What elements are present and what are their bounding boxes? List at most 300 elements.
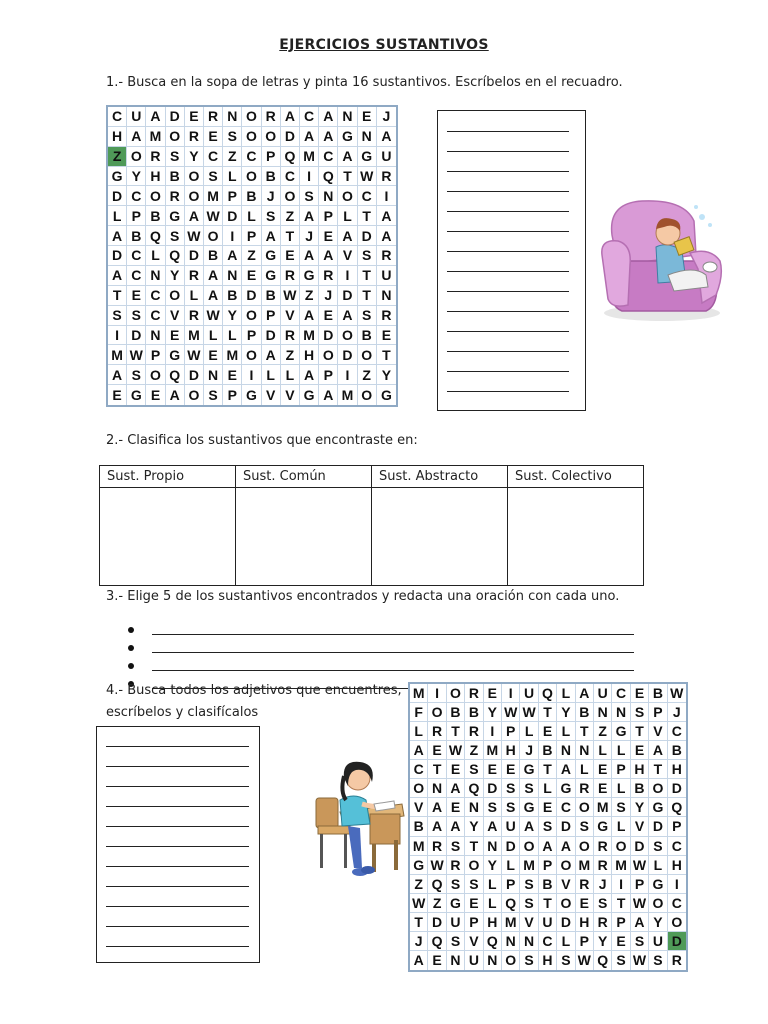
grid-letter[interactable]: P xyxy=(262,306,281,326)
grid-letter[interactable]: H xyxy=(631,760,649,779)
grid-letter[interactable]: W xyxy=(447,741,465,760)
grid-letter[interactable]: G xyxy=(166,206,185,226)
grid-letter[interactable]: N xyxy=(146,326,165,346)
grid-letter[interactable]: U xyxy=(539,913,557,932)
grid-letter[interactable]: G xyxy=(447,894,465,913)
grid-letter[interactable]: D xyxy=(108,246,127,266)
answer-line[interactable] xyxy=(106,946,249,947)
grid-letter[interactable]: A xyxy=(108,365,127,385)
grid-letter[interactable]: T xyxy=(428,760,446,779)
grid-letter[interactable]: L xyxy=(612,817,630,836)
grid-letter[interactable]: S xyxy=(108,306,127,326)
grid-letter[interactable]: Y xyxy=(223,306,242,326)
grid-letter[interactable]: O xyxy=(262,127,281,147)
grid-letter[interactable]: G xyxy=(166,345,185,365)
grid-letter[interactable]: S xyxy=(127,365,146,385)
answer-line[interactable] xyxy=(447,351,569,352)
grid-letter[interactable]: L xyxy=(539,779,557,798)
grid-letter[interactable]: A xyxy=(447,779,465,798)
grid-letter[interactable]: D xyxy=(631,837,649,856)
grid-letter[interactable]: A xyxy=(338,226,357,246)
answer-cell-colectivo[interactable] xyxy=(508,488,644,586)
grid-letter[interactable]: L xyxy=(520,722,538,741)
grid-letter[interactable]: U xyxy=(447,913,465,932)
grid-letter[interactable]: P xyxy=(242,326,261,346)
grid-letter[interactable]: T xyxy=(539,894,557,913)
grid-letter[interactable]: J xyxy=(319,286,338,306)
grid-letter[interactable]: M xyxy=(410,837,428,856)
grid-letter[interactable]: N xyxy=(319,186,338,206)
grid-letter[interactable]: G xyxy=(262,266,281,286)
grid-letter[interactable]: Y xyxy=(127,167,146,187)
grid-letter[interactable]: E xyxy=(631,684,649,703)
grid-letter[interactable]: S xyxy=(358,306,377,326)
grid-letter[interactable]: C xyxy=(668,722,686,741)
grid-letter[interactable]: S xyxy=(204,167,223,187)
answer-line[interactable] xyxy=(106,786,249,787)
grid-letter[interactable]: N xyxy=(576,741,594,760)
grid-letter[interactable]: I xyxy=(338,266,357,286)
grid-letter[interactable]: I xyxy=(108,326,127,346)
grid-letter[interactable]: A xyxy=(127,127,146,147)
grid-letter[interactable]: R xyxy=(377,246,396,266)
grid-letter[interactable]: C xyxy=(127,246,146,266)
grid-letter[interactable]: V xyxy=(557,875,575,894)
grid-letter[interactable]: T xyxy=(358,286,377,306)
grid-letter[interactable]: B xyxy=(539,741,557,760)
grid-letter[interactable]: H xyxy=(539,951,557,970)
word-search-grid-adjectives[interactable] xyxy=(408,682,688,972)
grid-letter[interactable]: C xyxy=(557,798,575,817)
grid-letter[interactable]: R xyxy=(204,107,223,127)
grid-letter[interactable]: L xyxy=(612,779,630,798)
grid-letter[interactable]: E xyxy=(612,932,630,951)
grid-letter[interactable]: S xyxy=(594,894,612,913)
grid-letter[interactable]: D xyxy=(319,326,338,346)
grid-letter[interactable]: Y xyxy=(631,798,649,817)
grid-letter[interactable]: B xyxy=(223,286,242,306)
grid-letter[interactable]: S xyxy=(484,798,502,817)
grid-letter[interactable]: E xyxy=(377,326,396,346)
grid-letter[interactable]: A xyxy=(576,684,594,703)
grid-letter[interactable]: M xyxy=(612,856,630,875)
grid-letter[interactable]: S xyxy=(502,798,520,817)
answer-cell-propio[interactable] xyxy=(100,488,236,586)
grid-letter[interactable]: S xyxy=(447,932,465,951)
grid-letter[interactable]: M xyxy=(502,913,520,932)
grid-letter[interactable]: I xyxy=(300,167,319,187)
answer-line[interactable] xyxy=(447,131,569,132)
grid-letter[interactable]: Q xyxy=(502,894,520,913)
grid-letter[interactable]: E xyxy=(281,246,300,266)
grid-letter[interactable]: U xyxy=(520,684,538,703)
grid-letter[interactable]: G xyxy=(649,798,667,817)
grid-letter[interactable]: L xyxy=(557,722,575,741)
grid-letter[interactable]: W xyxy=(358,167,377,187)
answer-line[interactable] xyxy=(106,886,249,887)
grid-letter[interactable]: R xyxy=(447,856,465,875)
grid-letter[interactable]: Z xyxy=(300,286,319,306)
grid-letter[interactable]: O xyxy=(649,779,667,798)
grid-letter[interactable]: H xyxy=(668,760,686,779)
grid-letter[interactable]: L xyxy=(502,856,520,875)
grid-letter[interactable]: Z xyxy=(223,147,242,167)
grid-letter[interactable]: O xyxy=(204,226,223,246)
grid-letter[interactable]: S xyxy=(447,837,465,856)
grid-letter[interactable]: M xyxy=(300,326,319,346)
grid-letter[interactable]: P xyxy=(668,817,686,836)
grid-letter[interactable]: J xyxy=(377,107,396,127)
grid-letter[interactable]: W xyxy=(502,703,520,722)
grid-letter[interactable]: O xyxy=(185,167,204,187)
grid-letter[interactable]: V xyxy=(520,913,538,932)
grid-letter[interactable]: D xyxy=(166,107,185,127)
grid-letter[interactable]: H xyxy=(484,913,502,932)
grid-letter[interactable]: J xyxy=(520,741,538,760)
grid-letter[interactable]: W xyxy=(410,894,428,913)
answer-line[interactable] xyxy=(106,826,249,827)
grid-letter[interactable]: I xyxy=(377,186,396,206)
grid-letter[interactable]: A xyxy=(410,741,428,760)
grid-letter[interactable]: B xyxy=(668,741,686,760)
grid-letter[interactable]: S xyxy=(612,798,630,817)
answer-line[interactable] xyxy=(447,371,569,372)
grid-letter[interactable]: I xyxy=(612,875,630,894)
grid-letter[interactable]: E xyxy=(465,894,483,913)
grid-letter[interactable]: V xyxy=(281,385,300,405)
grid-letter[interactable]: O xyxy=(185,186,204,206)
grid-letter[interactable]: I xyxy=(242,365,261,385)
grid-letter[interactable]: N xyxy=(447,951,465,970)
grid-letter[interactable]: T xyxy=(410,913,428,932)
grid-letter[interactable]: D xyxy=(428,913,446,932)
grid-letter[interactable]: T xyxy=(447,722,465,741)
grid-letter[interactable]: N xyxy=(223,266,242,286)
grid-letter[interactable]: C xyxy=(108,107,127,127)
grid-letter[interactable]: N xyxy=(502,932,520,951)
grid-letter[interactable]: A xyxy=(204,266,223,286)
answer-line[interactable] xyxy=(106,746,249,747)
grid-letter[interactable]: N xyxy=(358,127,377,147)
grid-letter[interactable]: W xyxy=(185,226,204,246)
grid-letter[interactable]: M xyxy=(108,345,127,365)
grid-letter[interactable]: O xyxy=(242,345,261,365)
grid-letter[interactable]: O xyxy=(358,345,377,365)
grid-letter[interactable]: N xyxy=(377,286,396,306)
grid-letter[interactable]: G xyxy=(612,722,630,741)
grid-letter[interactable]: S xyxy=(576,817,594,836)
grid-letter[interactable]: G xyxy=(557,779,575,798)
grid-letter[interactable]: B xyxy=(127,226,146,246)
grid-letter[interactable]: Q xyxy=(319,167,338,187)
grid-letter[interactable]: S xyxy=(502,779,520,798)
grid-letter[interactable]: S xyxy=(649,951,667,970)
grid-letter[interactable]: Q xyxy=(465,779,483,798)
grid-letter[interactable]: N xyxy=(484,951,502,970)
grid-letter[interactable]: H xyxy=(502,741,520,760)
grid-letter[interactable]: D xyxy=(668,779,686,798)
grid-letter[interactable]: T xyxy=(576,722,594,741)
grid-letter[interactable]: C xyxy=(410,760,428,779)
grid-letter[interactable]: Z xyxy=(281,206,300,226)
grid-letter[interactable]: Z xyxy=(108,147,127,167)
grid-letter[interactable]: L xyxy=(612,741,630,760)
grid-letter[interactable]: O xyxy=(465,856,483,875)
grid-letter[interactable]: S xyxy=(358,246,377,266)
grid-letter[interactable]: W xyxy=(204,306,223,326)
grid-letter[interactable]: H xyxy=(108,127,127,147)
grid-letter[interactable]: A xyxy=(319,127,338,147)
grid-letter[interactable]: R xyxy=(185,127,204,147)
grid-letter[interactable]: O xyxy=(668,913,686,932)
grid-letter[interactable]: L xyxy=(108,206,127,226)
grid-letter[interactable]: A xyxy=(319,385,338,405)
grid-letter[interactable]: N xyxy=(223,107,242,127)
grid-letter[interactable]: O xyxy=(127,147,146,167)
grid-letter[interactable]: A xyxy=(108,266,127,286)
grid-letter[interactable]: S xyxy=(631,932,649,951)
grid-letter[interactable]: A xyxy=(410,951,428,970)
answer-line[interactable] xyxy=(106,806,249,807)
grid-letter[interactable]: T xyxy=(539,703,557,722)
answer-line[interactable] xyxy=(447,171,569,172)
grid-letter[interactable]: C xyxy=(358,186,377,206)
grid-letter[interactable]: T xyxy=(612,894,630,913)
grid-letter[interactable]: C xyxy=(127,266,146,286)
grid-letter[interactable]: A xyxy=(300,306,319,326)
grid-letter[interactable]: N xyxy=(612,703,630,722)
grid-letter[interactable]: Y xyxy=(484,856,502,875)
grid-letter[interactable]: E xyxy=(204,127,223,147)
grid-letter[interactable]: D xyxy=(185,365,204,385)
grid-letter[interactable]: D xyxy=(338,345,357,365)
grid-letter[interactable]: M xyxy=(185,326,204,346)
grid-letter[interactable]: Q xyxy=(668,798,686,817)
grid-letter[interactable]: P xyxy=(612,760,630,779)
grid-letter[interactable]: P xyxy=(576,932,594,951)
grid-letter[interactable]: B xyxy=(576,703,594,722)
word-search-grid-nouns[interactable] xyxy=(106,105,398,407)
grid-letter[interactable]: A xyxy=(377,226,396,246)
grid-letter[interactable]: W xyxy=(520,703,538,722)
grid-letter[interactable]: N xyxy=(520,932,538,951)
grid-letter[interactable]: S xyxy=(300,186,319,206)
grid-letter[interactable]: G xyxy=(300,385,319,405)
grid-letter[interactable]: R xyxy=(146,147,165,167)
grid-letter[interactable]: E xyxy=(223,365,242,385)
grid-letter[interactable]: A xyxy=(520,817,538,836)
grid-letter[interactable]: E xyxy=(484,760,502,779)
grid-letter[interactable]: G xyxy=(242,385,261,405)
grid-letter[interactable]: S xyxy=(166,226,185,246)
grid-letter[interactable]: S xyxy=(520,894,538,913)
grid-letter[interactable]: R xyxy=(319,266,338,286)
grid-letter[interactable]: A xyxy=(204,286,223,306)
grid-letter[interactable]: P xyxy=(319,365,338,385)
grid-letter[interactable]: S xyxy=(204,385,223,405)
grid-letter[interactable]: Q xyxy=(281,147,300,167)
grid-letter[interactable]: B xyxy=(242,186,261,206)
grid-letter[interactable]: D xyxy=(242,286,261,306)
grid-letter[interactable]: O xyxy=(166,286,185,306)
grid-letter[interactable]: E xyxy=(166,326,185,346)
grid-letter[interactable]: E xyxy=(428,741,446,760)
grid-letter[interactable]: E xyxy=(185,107,204,127)
answer-line[interactable] xyxy=(106,866,249,867)
grid-letter[interactable]: A xyxy=(185,206,204,226)
answer-line[interactable] xyxy=(447,151,569,152)
grid-letter[interactable]: Z xyxy=(242,246,261,266)
grid-letter[interactable]: S xyxy=(539,817,557,836)
grid-letter[interactable]: W xyxy=(631,894,649,913)
grid-letter[interactable]: R xyxy=(428,837,446,856)
grid-letter[interactable]: L xyxy=(262,365,281,385)
grid-letter[interactable]: W xyxy=(576,951,594,970)
grid-letter[interactable]: T xyxy=(338,167,357,187)
grid-letter[interactable]: N xyxy=(428,779,446,798)
grid-letter[interactable]: A xyxy=(300,127,319,147)
grid-letter[interactable]: R xyxy=(576,875,594,894)
grid-letter[interactable]: T xyxy=(465,837,483,856)
grid-letter[interactable]: A xyxy=(223,246,242,266)
grid-letter[interactable]: A xyxy=(484,817,502,836)
grid-letter[interactable]: P xyxy=(262,147,281,167)
grid-letter[interactable]: N xyxy=(204,365,223,385)
grid-letter[interactable]: R xyxy=(594,913,612,932)
grid-letter[interactable]: J xyxy=(300,226,319,246)
grid-letter[interactable]: V xyxy=(649,722,667,741)
grid-letter[interactable]: C xyxy=(281,167,300,187)
grid-letter[interactable]: E xyxy=(319,226,338,246)
grid-letter[interactable]: G xyxy=(410,856,428,875)
grid-letter[interactable]: U xyxy=(377,266,396,286)
grid-letter[interactable]: I xyxy=(668,875,686,894)
grid-letter[interactable]: H xyxy=(146,167,165,187)
answer-line[interactable] xyxy=(447,311,569,312)
grid-letter[interactable]: G xyxy=(127,385,146,405)
grid-letter[interactable]: S xyxy=(447,875,465,894)
grid-letter[interactable]: D xyxy=(108,186,127,206)
grid-letter[interactable]: O xyxy=(146,186,165,206)
grid-letter[interactable]: S xyxy=(223,127,242,147)
grid-letter[interactable]: V xyxy=(262,385,281,405)
grid-letter[interactable]: T xyxy=(358,266,377,286)
answer-line[interactable] xyxy=(447,251,569,252)
grid-letter[interactable]: A xyxy=(300,365,319,385)
grid-letter[interactable]: A xyxy=(319,246,338,266)
grid-letter[interactable]: U xyxy=(594,684,612,703)
grid-letter[interactable]: L xyxy=(242,206,261,226)
grid-letter[interactable]: O xyxy=(520,837,538,856)
grid-letter[interactable]: E xyxy=(146,385,165,405)
grid-letter[interactable]: B xyxy=(262,167,281,187)
grid-letter[interactable]: B xyxy=(410,817,428,836)
grid-letter[interactable]: E xyxy=(484,684,502,703)
grid-letter[interactable]: G xyxy=(520,798,538,817)
grid-letter[interactable]: D xyxy=(127,326,146,346)
grid-letter[interactable]: I xyxy=(428,684,446,703)
grid-letter[interactable]: A xyxy=(377,127,396,147)
grid-letter[interactable]: V xyxy=(465,932,483,951)
grid-letter[interactable]: A xyxy=(300,246,319,266)
grid-letter[interactable]: T xyxy=(358,206,377,226)
grid-letter[interactable]: T xyxy=(281,226,300,246)
grid-letter[interactable]: I xyxy=(502,684,520,703)
grid-letter[interactable]: C xyxy=(668,894,686,913)
grid-letter[interactable]: E xyxy=(447,760,465,779)
grid-letter[interactable]: M xyxy=(146,127,165,147)
grid-letter[interactable]: A xyxy=(649,741,667,760)
grid-letter[interactable]: C xyxy=(242,147,261,167)
grid-letter[interactable]: M xyxy=(520,856,538,875)
grid-letter[interactable]: U xyxy=(649,932,667,951)
grid-letter[interactable]: W xyxy=(281,286,300,306)
grid-letter[interactable]: O xyxy=(185,385,204,405)
grid-letter[interactable]: G xyxy=(338,127,357,147)
grid-letter[interactable]: M xyxy=(300,147,319,167)
grid-letter[interactable]: M xyxy=(576,856,594,875)
answer-line[interactable] xyxy=(106,846,249,847)
grid-letter[interactable]: A xyxy=(146,107,165,127)
grid-letter[interactable]: G xyxy=(300,266,319,286)
grid-letter[interactable]: Z xyxy=(358,365,377,385)
grid-letter[interactable]: D xyxy=(484,779,502,798)
grid-letter[interactable]: Y xyxy=(166,266,185,286)
grid-letter[interactable]: S xyxy=(612,951,630,970)
grid-letter[interactable]: N xyxy=(146,266,165,286)
grid-letter[interactable]: P xyxy=(539,856,557,875)
grid-letter[interactable]: L xyxy=(146,246,165,266)
grid-letter[interactable]: O xyxy=(166,127,185,147)
grid-letter[interactable]: A xyxy=(557,837,575,856)
grid-letter[interactable]: D xyxy=(338,286,357,306)
grid-letter[interactable]: Z xyxy=(410,875,428,894)
grid-letter[interactable]: S xyxy=(127,306,146,326)
grid-letter[interactable]: O xyxy=(447,684,465,703)
grid-letter[interactable]: J xyxy=(668,703,686,722)
grid-letter[interactable]: O xyxy=(358,385,377,405)
grid-letter[interactable]: Z xyxy=(594,722,612,741)
grid-letter[interactable]: N xyxy=(484,837,502,856)
grid-letter[interactable]: G xyxy=(380,387,392,404)
grid-letter[interactable]: A xyxy=(447,817,465,836)
grid-letter[interactable]: O xyxy=(612,837,630,856)
answer-line[interactable] xyxy=(106,926,249,927)
grid-letter[interactable]: B xyxy=(204,246,223,266)
grid-letter[interactable]: O xyxy=(557,856,575,875)
grid-letter[interactable]: D xyxy=(223,206,242,226)
grid-letter[interactable]: S xyxy=(166,147,185,167)
grid-letter[interactable]: P xyxy=(319,206,338,226)
grid-letter[interactable]: B xyxy=(146,206,165,226)
grid-letter[interactable]: D xyxy=(502,837,520,856)
grid-letter[interactable]: O xyxy=(410,779,428,798)
grid-letter[interactable]: V xyxy=(631,817,649,836)
grid-letter[interactable]: S xyxy=(520,779,538,798)
grid-letter[interactable]: Q xyxy=(539,684,557,703)
grid-letter[interactable]: Q xyxy=(428,875,446,894)
grid-letter[interactable]: R xyxy=(281,326,300,346)
grid-letter[interactable]: Q xyxy=(428,932,446,951)
grid-letter[interactable]: I xyxy=(223,226,242,246)
grid-letter[interactable]: Y xyxy=(649,913,667,932)
grid-letter[interactable]: L xyxy=(185,286,204,306)
grid-letter[interactable]: O xyxy=(557,894,575,913)
grid-letter[interactable]: I xyxy=(484,722,502,741)
grid-letter[interactable]: G xyxy=(262,246,281,266)
grid-letter[interactable]: O xyxy=(242,306,261,326)
grid-letter[interactable]: L xyxy=(484,894,502,913)
